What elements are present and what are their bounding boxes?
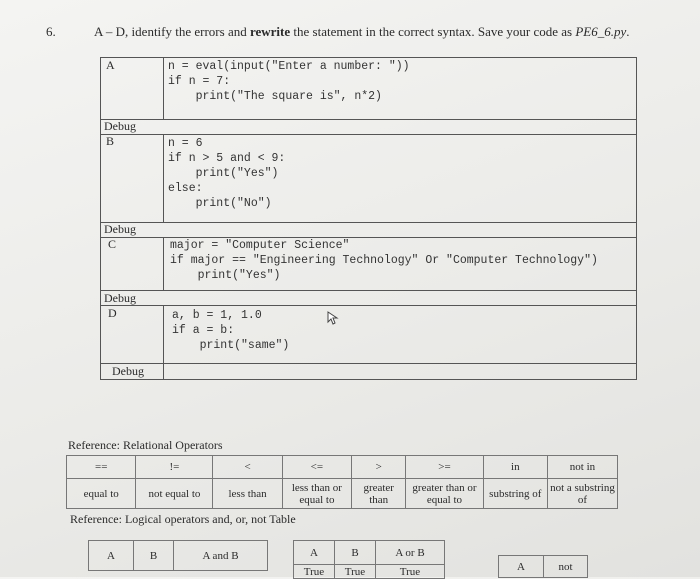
meaning-in: substring of	[483, 479, 547, 509]
row-debug-1	[100, 119, 637, 135]
op-eq: ==	[67, 456, 136, 479]
op-in: in	[483, 456, 547, 479]
meaning-gt: greater than	[352, 479, 406, 509]
meaning-ge: greater than or equal to	[406, 479, 483, 509]
or-row1-ab: True	[376, 565, 445, 579]
or-header-a: A	[294, 541, 335, 565]
question-bold-word: rewrite	[249, 24, 291, 39]
op-lt: <	[213, 456, 282, 479]
code-a: n = eval(input("Enter a number: ")) if n = 7: print("The square is", n*2)	[168, 60, 410, 103]
or-table	[293, 540, 445, 579]
code-d: a, b = 1, 1.0 if a = b: print("same")	[172, 309, 290, 352]
meaning-notin: not a substring of	[547, 479, 617, 509]
and-table	[88, 540, 268, 571]
question-filename: PE6_6.py	[575, 24, 627, 39]
op-notin: not in	[547, 456, 617, 479]
label-d: D	[108, 306, 117, 320]
label-a: A	[106, 58, 115, 72]
op-ge: >=	[406, 456, 483, 479]
row-debug-2	[100, 222, 637, 238]
debug-label-3: Debug	[104, 291, 136, 305]
or-row1-b: True	[335, 565, 376, 579]
meaning-eq: equal to	[67, 479, 136, 509]
relational-title: Reference: Relational Operators	[68, 438, 223, 452]
debug-label-1: Debug	[104, 119, 136, 133]
question-text: A – D, identify the errors and rewrite the statement in the correct syntax. Save your code as PE6_6.py.	[94, 24, 630, 39]
debug-label-2: Debug	[104, 222, 136, 236]
debug-table	[100, 57, 637, 380]
not-table	[498, 555, 588, 578]
question-number: 6.	[46, 24, 56, 39]
meaning-ne: not equal to	[136, 479, 213, 509]
and-header-a: A	[89, 541, 134, 571]
not-header-not: not	[544, 556, 588, 578]
meaning-lt: less than	[213, 479, 282, 509]
meaning-le: less than or equal to	[282, 479, 351, 509]
debug-label-4: Debug	[112, 364, 144, 378]
label-b: B	[106, 134, 115, 148]
row-debug-3	[100, 290, 637, 306]
and-header-ab: A and B	[174, 541, 268, 571]
and-header-b: B	[134, 541, 174, 571]
row-debug-4	[100, 363, 637, 380]
code-b: n = 6 if n > 5 and < 9: print("Yes") else: print("No")	[168, 137, 286, 210]
op-le: <=	[282, 456, 351, 479]
code-c: major = "Computer Science" if major == "Engineering Technology" Or "Computer Technology") print("Yes")	[170, 239, 598, 282]
mouse-cursor-icon	[327, 311, 339, 325]
relational-table	[66, 455, 618, 509]
label-c: C	[108, 237, 117, 251]
op-gt: >	[352, 456, 406, 479]
or-header-ab: A or B	[376, 541, 445, 565]
or-header-b: B	[335, 541, 376, 565]
logical-title: Reference: Logical operators and, or, not Table	[70, 512, 296, 526]
or-row1-a: True	[294, 565, 335, 579]
op-ne: !=	[136, 456, 213, 479]
not-header-a: A	[499, 556, 544, 578]
